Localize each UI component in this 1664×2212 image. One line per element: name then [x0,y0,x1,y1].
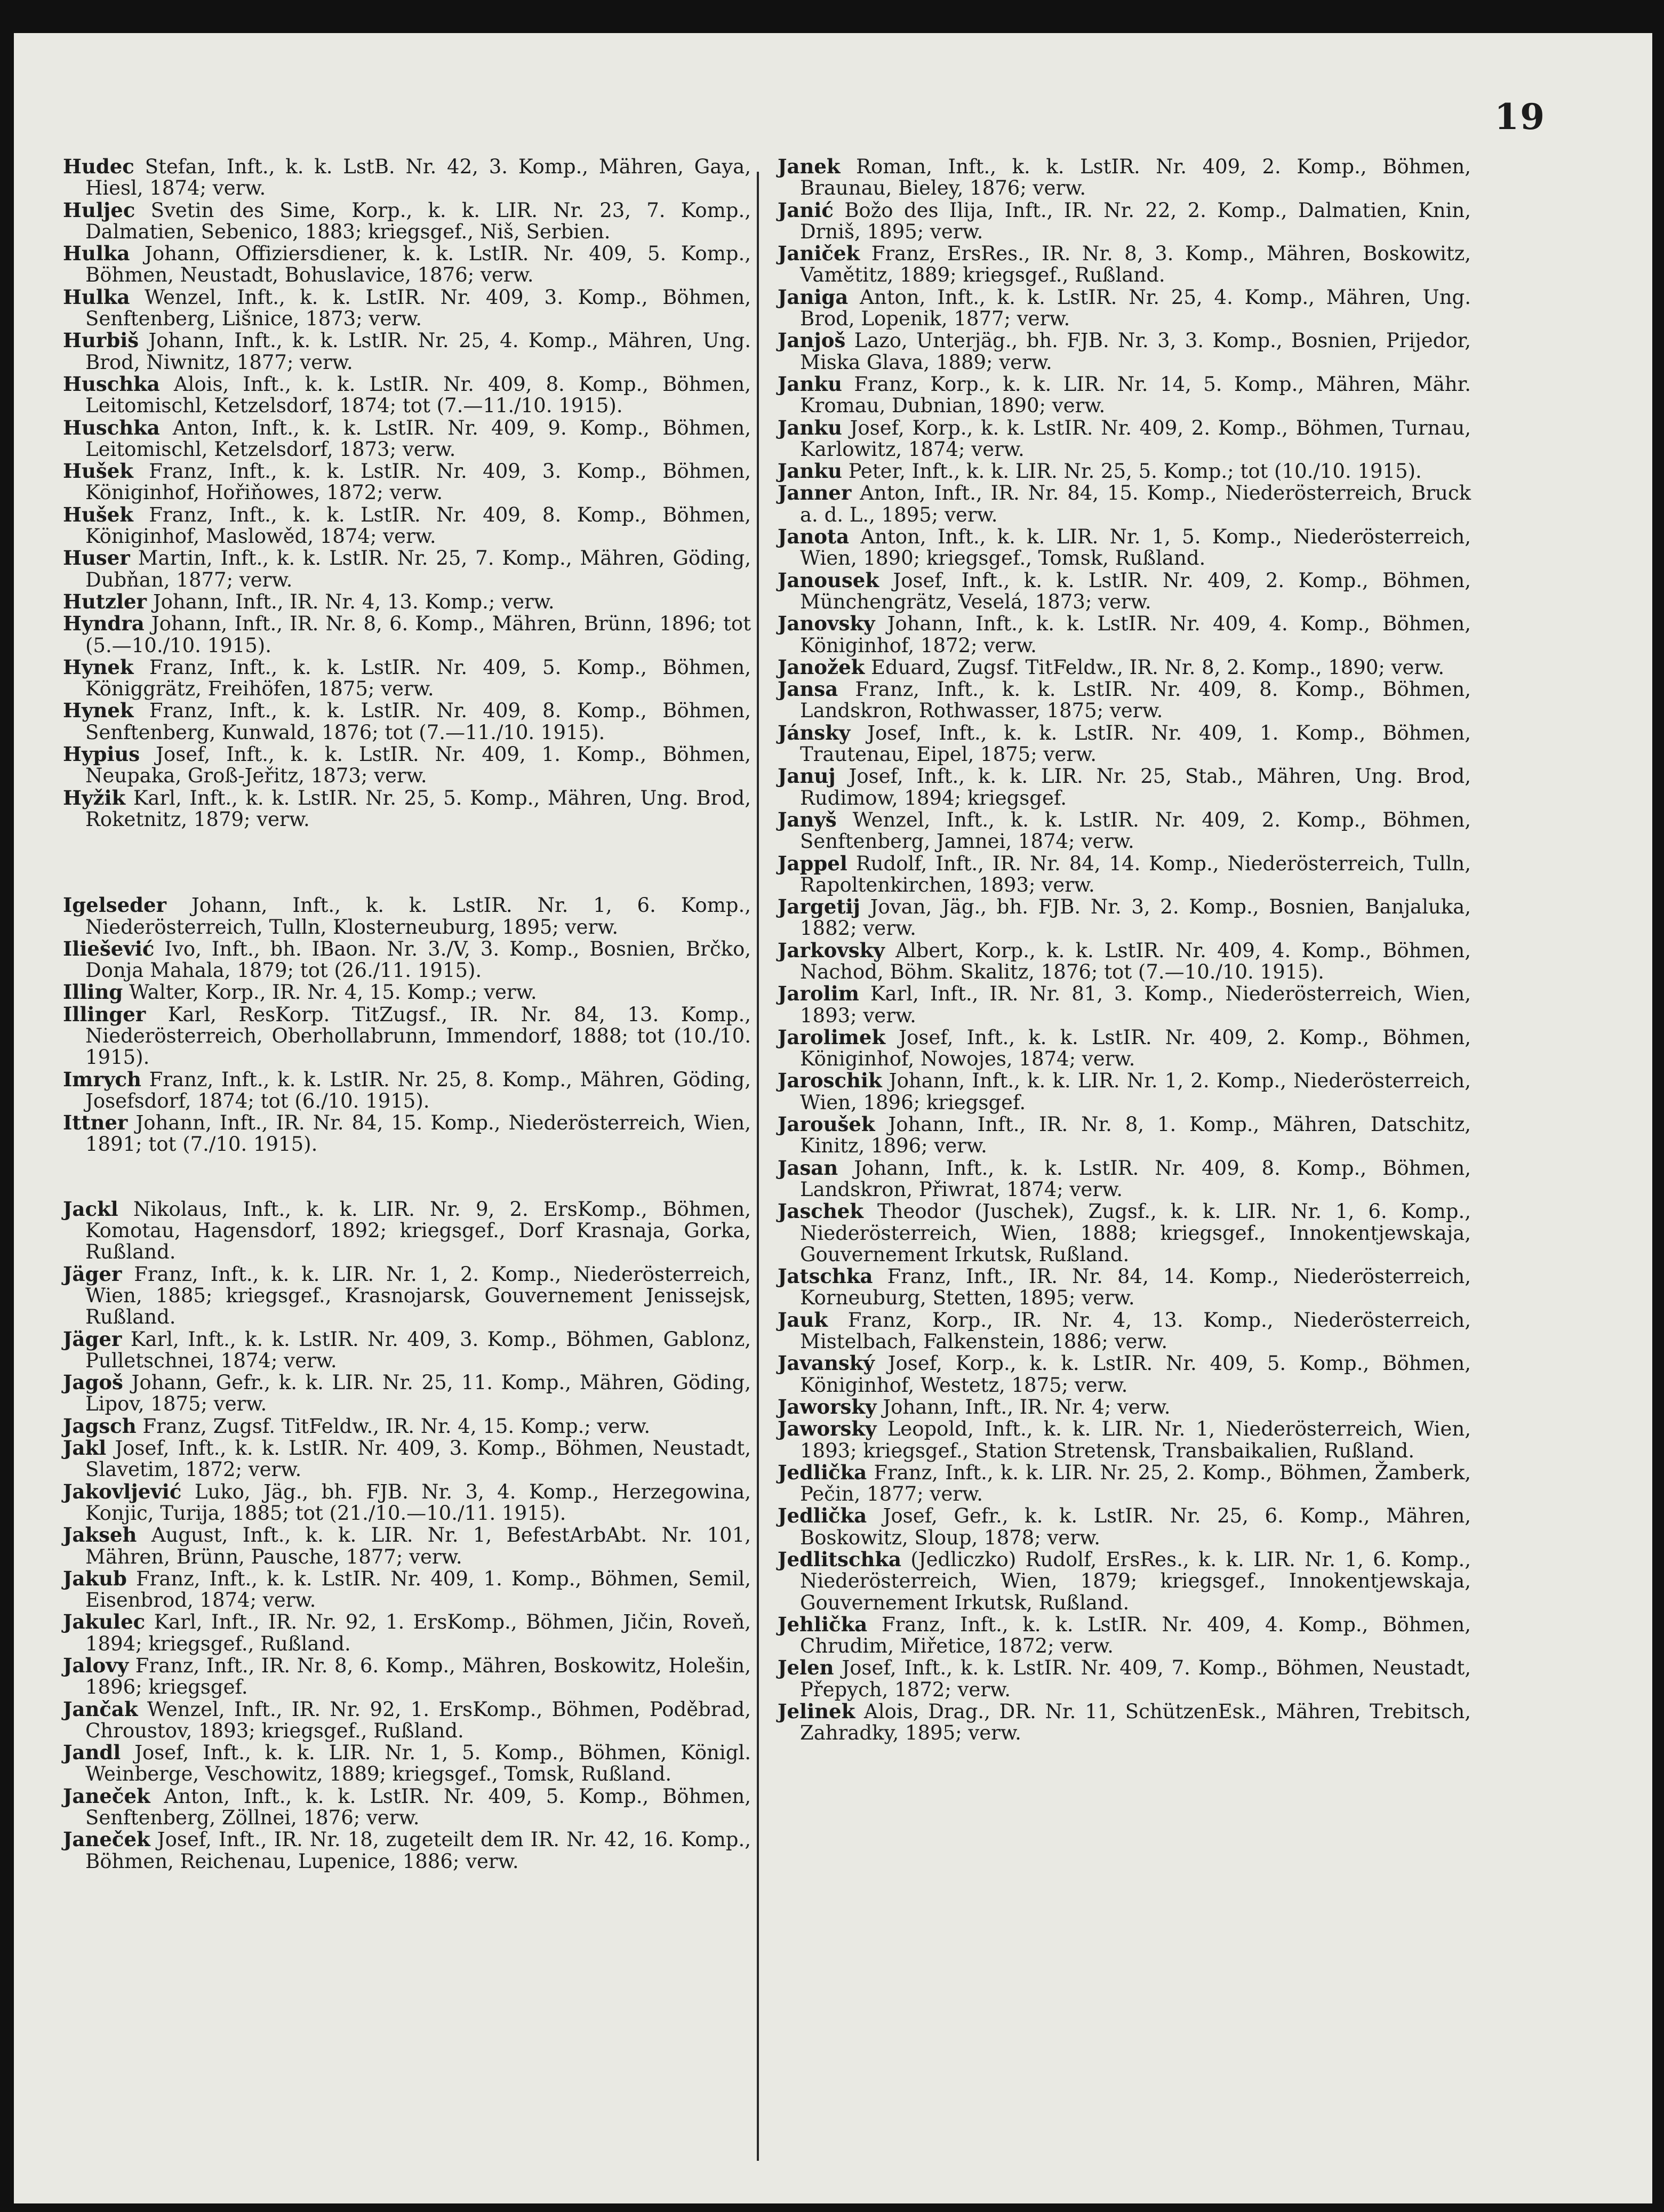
right-column [778,156,1471,1744]
entry-surname: Jančak [63,1697,138,1721]
entry-surname: Jackl [63,1197,118,1221]
casualty-entry [63,1004,751,1069]
entry-surname: Janožek [778,655,865,679]
section-gap [63,830,751,894]
entry-details: Franz, Inft., k. k. LstIR. Nr. 409, 1. Komp., Böhmen, Semil, Eisenbrod, 1874; verw. [85,1567,751,1612]
entry-surname: Jaworsky [778,1417,877,1441]
casualty-entry [778,1418,1471,1462]
casualty-entry [63,330,751,373]
entry-details: Rudolf, Inft., IR. Nr. 84, 14. Komp., Niederösterreich, Tulln, Rapoltenkirchen, 1893; verw. [800,852,1471,896]
casualty-entry [63,1829,751,1872]
entry-details: Johann, Gefr., k. k. LIR. Nr. 25, 11. Komp., Mähren, Göding, Lipov, 1875; verw. [85,1371,751,1416]
entry-details: Martin, Inft., k. k. LstIR. Nr. 25, 7. Komp., Mähren, Göding, Dubňan, 1877; verw. [85,547,751,591]
casualty-entry [778,526,1471,570]
entry-surname: Jalovy [63,1654,129,1677]
casualty-entry [63,1698,751,1742]
entry-surname: Hynek [63,699,134,723]
entry-surname: Jakovljević [63,1479,182,1503]
casualty-entry [778,1113,1471,1157]
casualty-entry [778,613,1471,656]
casualty-entry [63,743,751,787]
casualty-entry [778,1614,1471,1657]
entry-details: Luko, Jäg., bh. FJB. Nr. 3, 4. Komp., Herzegowina, Konjic, Turija, 1885; tot (21./10.—10./11. 1915). [85,1480,751,1525]
entry-details: Johann, Inft., k. k. LIR. Nr. 1, 2. Komp., Niederösterreich, Wien, 1896; kriegsgef. [800,1069,1471,1114]
entry-surname: Janić [778,198,834,222]
entry-details: Josef, Inft., k. k. LIR. Nr. 1, 5. Komp., Böhmen, Königl. Weinberge, Veschowitz, 1889; kriegsgef., Tomsk, Rußland. [85,1741,751,1786]
entry-details: Walter, Korp., IR. Nr. 4, 15. Komp.; verw. [129,981,537,1004]
entry-details: Josef, Inft., IR. Nr. 18, zugeteilt dem IR. Nr. 42, 16. Komp., Böhmen, Reichenau, Lupenice, 1886; verw. [85,1828,751,1873]
entry-surname: Jasan [778,1156,838,1180]
casualty-entry [778,330,1471,373]
casualty-entry [778,809,1471,853]
entry-details: Franz, Korp., k. k. LIR. Nr. 14, 5. Komp., Mähren, Mähr. Kromau, Dubnian, 1890; verw. [800,372,1471,418]
page-number: 19 [1494,96,1546,138]
entry-surname: Hynek [63,655,134,679]
entry-surname: Jansa [778,677,838,701]
entry-surname: Jarkovsky [778,938,885,962]
entry-details: Ivo, Inft., bh. IBaon. Nr. 3./V, 3. Komp., Bosnien, Brčko, Donja Mahala, 1879; tot (26./11. 1915). [85,937,751,982]
casualty-entry [778,156,1471,199]
entry-details: Josef, Gefr., k. k. LstIR. Nr. 25, 6. Komp., Mähren, Boskowitz, Sloup, 1878; verw. [800,1504,1471,1549]
entry-details: Franz, Inft., k. k. LIR. Nr. 25, 2. Komp., Böhmen, Žamberk, Pečin, 1877; verw. [800,1461,1471,1506]
entry-details: Franz, Inft., k. k. LstIR. Nr. 409, 8. Komp., Böhmen, Senftenberg, Kunwald, 1876; tot (7.—11./10. 1915). [85,699,751,744]
entry-surname: Jargetij [778,895,860,919]
document-page [14,33,1652,2203]
casualty-entry [63,591,751,613]
entry-surname: Janjoš [778,328,846,352]
entry-surname: Jatschka [778,1264,873,1288]
left-column [63,156,751,1872]
casualty-entry [63,373,751,417]
entry-details: Josef, Korp., k. k. LstIR. Nr. 409, 2. Komp., Böhmen, Turnau, Karlowitz, 1874; verw. [800,416,1471,461]
casualty-entry [63,1198,751,1263]
casualty-entry [63,1481,751,1525]
entry-surname: Janku [778,459,842,483]
entry-surname: Janku [778,415,842,439]
entry-details: Johann, Inft., k. k. LstIR. Nr. 25, 4. Komp., Mähren, Ung. Brod, Niwnitz, 1877; verw. [85,329,751,374]
casualty-entry [778,1200,1471,1265]
casualty-entry [63,1785,751,1829]
entry-surname: Jakl [63,1436,107,1460]
casualty-entry [63,1742,751,1785]
casualty-entry [778,853,1471,896]
entry-details: Alois, Drag., DR. Nr. 11, SchützenEsk., Mähren, Trebitsch, Zahradky, 1895; verw. [800,1700,1471,1745]
entry-surname: Janek [778,155,841,178]
entry-details: Karl, Inft., k. k. LstIR. Nr. 409, 3. Komp., Böhmen, Gablonz, Pulletschnei, 1874; verw. [85,1327,751,1372]
entry-surname: Jedlička [778,1460,867,1484]
casualty-entry [63,1069,751,1112]
entry-surname: Jäger [63,1327,122,1351]
casualty-entry [778,570,1471,613]
entry-details: Božo des Ilija, Inft., IR. Nr. 22, 2. Komp., Dalmatien, Knin, Drniš, 1895; verw. [800,198,1471,243]
casualty-entry [778,417,1471,461]
entry-details: Franz, Inft., k. k. LIR. Nr. 1, 2. Komp., Niederösterreich, Wien, 1885; kriegsgef., Krasnojarsk, Gouvernement Jenissejsk, Rußland. [85,1262,751,1329]
entry-surname: Hudec [63,155,134,178]
entry-surname: Hyžik [63,786,126,810]
casualty-entry [778,199,1471,243]
entry-details: (Jedliczko) Rudolf, ErsRes., k. k. LIR. Nr. 1, 6. Komp., Niederösterreich, Wien, 1879; kriegsgef., Innokentjewskaja, Gouvernement Irkutsk, Rußland. [800,1548,1471,1614]
casualty-entry [63,504,751,548]
casualty-entry [63,656,751,700]
casualty-entry [63,1437,751,1481]
entry-details: Franz, Inft., k. k. LstIR. Nr. 409, 8. Komp., Böhmen, Königinhof, Maslowěd, 1874; verw. [85,503,751,548]
entry-surname: Janiga [778,285,849,309]
entry-surname: Jedlitschka [778,1548,901,1571]
entry-details: Josef, Inft., k. k. LIR. Nr. 25, Stab., Mähren, Ung. Brod, Rudimow, 1894; kriegsgef. [800,765,1471,810]
entry-surname: Hulka [63,242,130,266]
entry-details: Lazo, Unterjäg., bh. FJB. Nr. 3, 3. Komp., Bosnien, Prijedor, Miska Glava, 1889; verw. [800,329,1471,374]
entry-surname: Jagsch [63,1414,137,1438]
entry-details: Wenzel, Inft., k. k. LstIR. Nr. 409, 2. Komp., Böhmen, Senftenberg, Jamnei, 1874; verw. [800,808,1471,853]
entry-surname: Hurbiš [63,328,139,352]
entry-surname: Jaroušek [778,1112,875,1136]
entry-surname: Janovsky [778,612,875,636]
entry-details: Franz, Inft., k. k. LstIR. Nr. 409, 5. Komp., Böhmen, Königgrätz, Freihöfen, 1875; verw. [85,655,751,701]
entry-surname: Jelen [778,1656,834,1680]
casualty-entry [63,286,751,330]
casualty-entry [778,1352,1471,1396]
entry-details: Roman, Inft., k. k. LstIR. Nr. 409, 2. Komp., Böhmen, Braunau, Bieley, 1876; verw. [800,155,1471,200]
entry-details: Josef, Inft., k. k. LstIR. Nr. 409, 1. Komp., Böhmen, Neupaka, Groß-Jeřitz, 1873; verw. [85,743,751,788]
entry-surname: Igelseder [63,893,167,917]
entry-details: Franz, Zugsf. TitFeldw., IR. Nr. 4, 15. Komp.; verw. [142,1414,651,1438]
casualty-entry [63,787,751,831]
entry-surname: Huser [63,546,130,570]
entry-surname: Jakulec [63,1610,146,1634]
casualty-entry [63,700,751,743]
casualty-entry [778,286,1471,330]
entry-surname: Jehlička [778,1612,868,1636]
entry-surname: Jedlička [778,1504,867,1528]
entry-surname: Hyndra [63,612,145,636]
entry-details: Franz, Korp., IR. Nr. 4, 13. Komp., Niederösterreich, Mistelbach, Falkenstein, 1886; verw. [800,1308,1471,1353]
casualty-entry [778,722,1471,766]
casualty-entry [778,896,1471,940]
casualty-entry [778,373,1471,417]
entry-details: Johann, Inft., IR. Nr. 8, 1. Komp., Mähren, Datschitz, Kinitz, 1896; verw. [800,1113,1471,1158]
casualty-entry [778,983,1471,1027]
casualty-entry [63,417,751,461]
entry-details: Karl, ResKorp. TitZugsf., IR. Nr. 84, 13. Komp., Niederösterreich, Oberhollabrunn, Immendorf, 1888; tot (10./10. 1915). [85,1003,751,1069]
entry-surname: Illing [63,980,123,1004]
entry-details: Eduard, Zugsf. TitFeldw., IR. Nr. 8, 2. Komp., 1890; verw. [871,655,1445,679]
entry-details: Franz, Inft., IR. Nr. 84, 14. Komp., Niederösterreich, Korneuburg, Stetten, 1895; verw. [800,1265,1471,1310]
entry-details: Franz, Inft., k. k. LstIR. Nr. 25, 8. Komp., Mähren, Göding, Josefsdorf, 1874; tot (6./10. 1915). [85,1068,751,1112]
casualty-entry [778,1027,1471,1070]
entry-surname: Jagoš [63,1371,123,1394]
entry-details: Johann, Inft., k. k. LstIR. Nr. 409, 8. Komp., Böhmen, Landskron, Přiwrat, 1874; verw. [800,1156,1471,1201]
casualty-entry [778,243,1471,286]
entry-details: Nikolaus, Inft., k. k. LIR. Nr. 9, 2. ErsKomp., Böhmen, Komotau, Hagensdorf, 1892; kriegsgef., Dorf Krasnaja, Gorka, Rußland. [85,1197,751,1264]
entry-details: Josef, Inft., k. k. LstIR. Nr. 409, 7. Komp., Böhmen, Neustadt, Přepych, 1872; verw. [800,1656,1471,1701]
entry-surname: Ittner [63,1111,128,1135]
entry-surname: Janner [778,481,852,505]
casualty-entry [778,1701,1471,1744]
entry-surname: Janeček [63,1828,150,1852]
entry-surname: Janota [778,525,850,549]
casualty-entry [63,1263,751,1328]
casualty-entry [778,1396,1471,1418]
entry-surname: Jaroschik [778,1069,882,1093]
entry-details: Franz, ErsRes., IR. Nr. 8, 3. Komp., Mähren, Boskowitz, Vamětitz, 1889; kriegsgef., Rußland. [800,242,1471,287]
entry-details: Johann, Offiziersdiener, k. k. LstIR. Nr. 409, 5. Komp., Böhmen, Neustadt, Bohuslavice, 1876; verw. [85,242,751,287]
entry-surname: Hušek [63,502,133,526]
casualty-entry [63,1655,751,1698]
entry-surname: Janyš [778,807,837,831]
entry-surname: Jakseh [63,1523,137,1547]
entry-details: Franz, Inft., k. k. LstIR. Nr. 409, 4. Komp., Böhmen, Chrudim, Miřetice, 1872; verw. [800,1613,1471,1658]
entry-details: Johann, Inft., k. k. LstIR. Nr. 409, 4. Komp., Böhmen, Königinhof, 1872; verw. [800,612,1471,657]
casualty-entry [778,482,1471,526]
entry-details: Josef, Korp., k. k. LstIR. Nr. 409, 5. Komp., Böhmen, Königinhof, Westetz, 1875; verw. [800,1352,1471,1397]
entry-surname: Hypius [63,742,140,766]
entry-details: Leopold, Inft., k. k. LIR. Nr. 1, Niederösterreich, Wien, 1893; kriegsgef., Station Stretensk, Transbaikalien, Rußland. [800,1417,1471,1462]
casualty-entry [778,765,1471,809]
entry-surname: Jandl [63,1741,121,1765]
entry-surname: Iliešević [63,936,155,960]
entry-details: Josef, Inft., k. k. LstIR. Nr. 409, 2. Komp., Böhmen, Königinhof, Nowojes, 1874; verw. [800,1025,1471,1071]
entry-details: Franz, Inft., k. k. LstIR. Nr. 409, 3. Komp., Böhmen, Königinhof, Hořiňowes, 1872; verw. [85,460,751,504]
entry-surname: Javanský [778,1351,875,1375]
casualty-entry [63,1568,751,1612]
entry-details: Johann, Inft., IR. Nr. 8, 6. Komp., Mähren, Brünn, 1896; tot (5.—10./10. 1915). [85,612,751,657]
entry-surname: Jäger [63,1262,122,1286]
casualty-entry [778,940,1471,983]
entry-surname: Huschka [63,415,160,439]
casualty-entry [778,1462,1471,1505]
entry-details: Svetin des Sime, Korp., k. k. LIR. Nr. 23, 7. Komp., Dalmatien, Sebenico, 1883; kriegsgef., Niš, Serbien. [85,198,751,243]
casualty-entry [778,1265,1471,1309]
entry-details: Johann, Inft., IR. Nr. 84, 15. Komp., Niederösterreich, Wien, 1891; tot (7./10. 1915). [85,1111,751,1156]
entry-surname: Hušek [63,459,133,483]
entry-details: Karl, Inft., k. k. LstIR. Nr. 25, 5. Komp., Mähren, Ung. Brod, Roketnitz, 1879; verw. [85,786,751,831]
casualty-entry [778,1309,1471,1353]
entry-details: Karl, Inft., IR. Nr. 92, 1. ErsKomp., Böhmen, Jičin, Roveň, 1894; kriegsgef., Rußland. [85,1610,751,1655]
entry-details: Anton, Inft., k. k. LIR. Nr. 1, 5. Komp., Niederösterreich, Wien, 1890; kriegsgef., Tomsk, Rußland. [800,525,1471,570]
entry-details: Johann, Inft., k. k. LstIR. Nr. 1, 6. Komp., Niederösterreich, Tulln, Klosterneuburg, 1895; verw. [85,894,751,939]
casualty-entry [778,1657,1471,1701]
casualty-entry [778,460,1471,482]
entry-details: Franz, Inft., k. k. LstIR. Nr. 409, 8. Komp., Böhmen, Landskron, Rothwasser, 1875; verw. [800,678,1471,723]
entry-surname: Jakub [63,1566,127,1590]
entry-details: Anton, Inft., k. k. LstIR. Nr. 25, 4. Komp., Mähren, Ung. Brod, Lopenik, 1877; verw. [800,285,1471,331]
entry-details: Anton, Inft., IR. Nr. 84, 15. Komp., Niederösterreich, Bruck a. d. L., 1895; verw. [800,482,1471,526]
casualty-entry [63,894,751,938]
casualty-entry [778,1070,1471,1113]
entry-details: Peter, Inft., k. k. LIR. Nr. 25, 5. Komp.; tot (10./10. 1915). [848,460,1422,483]
casualty-entry [63,981,751,1003]
casualty-entry [63,1112,751,1156]
casualty-entry [63,460,751,504]
casualty-entry [778,1505,1471,1549]
entry-surname: Janiček [778,242,860,266]
casualty-entry [63,938,751,982]
casualty-entry [63,156,751,199]
entry-surname: Jaworsky [778,1394,877,1418]
entry-details: Alois, Inft., k. k. LstIR. Nr. 409, 8. Komp., Böhmen, Leitomischl, Ketzelsdorf, 1874; tot (7.—11./10. 1915). [85,372,751,418]
entry-surname: Jappel [778,851,847,875]
casualty-entry [63,1328,751,1372]
entry-details: Johann, Inft., IR. Nr. 4; verw. [883,1395,1171,1418]
entry-surname: Hulka [63,285,130,309]
entry-details: Josef, Inft., k. k. LstIR. Nr. 409, 3. Komp., Böhmen, Neustadt, Slavetim, 1872; verw. [85,1437,751,1481]
casualty-entry [63,243,751,286]
entry-surname: Jaschek [778,1199,863,1223]
casualty-entry [778,1549,1471,1614]
casualty-entry [63,613,751,656]
entry-surname: Huschka [63,372,160,396]
entry-details: Karl, Inft., IR. Nr. 81, 3. Komp., Niederösterreich, Wien, 1893; verw. [800,982,1471,1027]
casualty-entry [778,678,1471,722]
entry-surname: Jánsky [778,720,851,744]
entry-surname: Jelinek [778,1700,855,1724]
entry-surname: Illinger [63,1002,146,1026]
entry-surname: Jarolim [778,982,859,1006]
entry-details: Theodor (Juschek), Zugsf., k. k. LIR. Nr. 1, 6. Komp., Niederösterreich, Wien, 1888; kriegsgef., Innokentjewskaja, Gouvernement Irkutsk, Rußland. [800,1200,1471,1266]
entry-surname: Janeček [63,1784,150,1808]
entry-details: Johann, Inft., IR. Nr. 4, 13. Komp.; verw. [153,590,555,613]
entry-details: Jovan, Jäg., bh. FJB. Nr. 3, 2. Komp., Bosnien, Banjaluka, 1882; verw. [800,895,1471,940]
casualty-entry [63,1524,751,1568]
entry-surname: Imrych [63,1067,141,1091]
entry-details: Anton, Inft., k. k. LstIR. Nr. 409, 5. Komp., Böhmen, Senftenberg, Zöllnei, 1876; verw. [85,1784,751,1830]
entry-details: August, Inft., k. k. LIR. Nr. 1, BefestArbAbt. Nr. 101, Mähren, Brünn, Pausche, 1877; verw. [85,1524,751,1568]
entry-surname: Hutzler [63,589,147,613]
casualty-entry [63,1372,751,1415]
entry-details: Franz, Inft., IR. Nr. 8, 6. Komp., Mähren, Boskowitz, Holešin, 1896; kriegsgef. [85,1654,751,1699]
entry-details: Stefan, Inft., k. k. LstB. Nr. 42, 3. Komp., Mähren, Gaya, Hiesl, 1874; verw. [85,155,751,200]
casualty-entry [778,1157,1471,1201]
entry-surname: Janku [778,372,842,396]
entry-details: Albert, Korp., k. k. LstIR. Nr. 409, 4. Komp., Böhmen, Nachod, Böhm. Skalitz, 1876; tot (7.—10./10. 1915). [800,939,1471,983]
entry-surname: Jauk [778,1308,828,1332]
entry-surname: Janousek [778,568,879,592]
entry-details: Josef, Inft., k. k. LstIR. Nr. 409, 2. Komp., Böhmen, Münchengrätz, Veselá, 1873; verw. [800,568,1471,613]
casualty-entry [778,656,1471,678]
entry-surname: Januj [778,764,836,788]
column-divider [757,172,759,2161]
entry-surname: Huljec [63,198,135,222]
section-gap [63,1156,751,1198]
casualty-entry [63,1415,751,1437]
entry-details: Anton, Inft., k. k. LstIR. Nr. 409, 9. Komp., Böhmen, Leitomischl, Ketzelsdorf, 1873; verw. [85,416,751,461]
casualty-entry [63,1611,751,1655]
entry-details: Josef, Inft., k. k. LstIR. Nr. 409, 1. Komp., Böhmen, Trautenau, Eipel, 1875; verw. [800,721,1471,766]
casualty-entry [63,547,751,591]
entry-details: Wenzel, Inft., IR. Nr. 92, 1. ErsKomp., Böhmen, Poděbrad, Chroustov, 1893; kriegsgef., Rußland. [85,1697,751,1742]
entry-details: Wenzel, Inft., k. k. LstIR. Nr. 409, 3. Komp., Böhmen, Senftenberg, Lišnice, 1873; verw. [85,285,751,331]
casualty-entry [63,199,751,243]
entry-surname: Jarolimek [778,1025,886,1049]
